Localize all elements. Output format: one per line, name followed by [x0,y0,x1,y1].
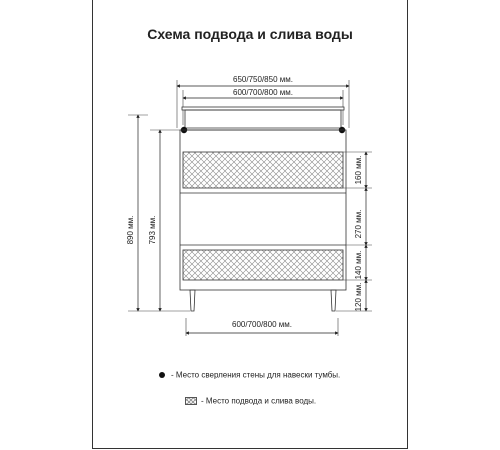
legs-dimension [354,280,366,311]
legend-dot-text: - Место сверления стены для навески тумбы. [171,370,341,380]
cabinet-legs [190,290,336,311]
middle-zone-label: 270 мм. [354,209,363,239]
water-zone-bottom [183,250,343,280]
legend-hatch-text: - Место подвода и слива воды. [201,396,317,406]
outer-width-dimension [177,75,349,86]
legend-hatch-row [185,396,316,405]
legs-label: 120 мм. [354,282,363,312]
drill-point-icon [159,372,165,378]
cabinet-body [180,130,346,290]
bottom-width-label: 600/700/800 мм. [232,320,292,329]
cabinet-top [181,107,345,133]
outer-width-label: 650/750/850 мм. [233,75,293,84]
water-zone-top [183,152,343,188]
middle-zone-dimension [354,188,366,245]
top-zone-label: 160 мм. [354,155,363,185]
body-height-dimension [148,130,180,311]
top-zone-dimension [354,152,366,188]
body-height-label: 793 мм. [148,215,157,245]
page-title: Схема подвода и слива воды [147,26,353,42]
inner-width-dimension [183,88,343,98]
hatch-area-icon [185,397,197,405]
legend-dot-row [159,370,340,379]
bottom-zone-label: 140 мм. [354,250,363,280]
extension-lines [177,80,349,336]
inner-width-label: 600/700/800 мм. [233,88,293,97]
bottom-zone-dimension [354,245,366,280]
total-height-label: 890 мм. [126,215,135,245]
bottom-width-dimension [186,320,338,333]
